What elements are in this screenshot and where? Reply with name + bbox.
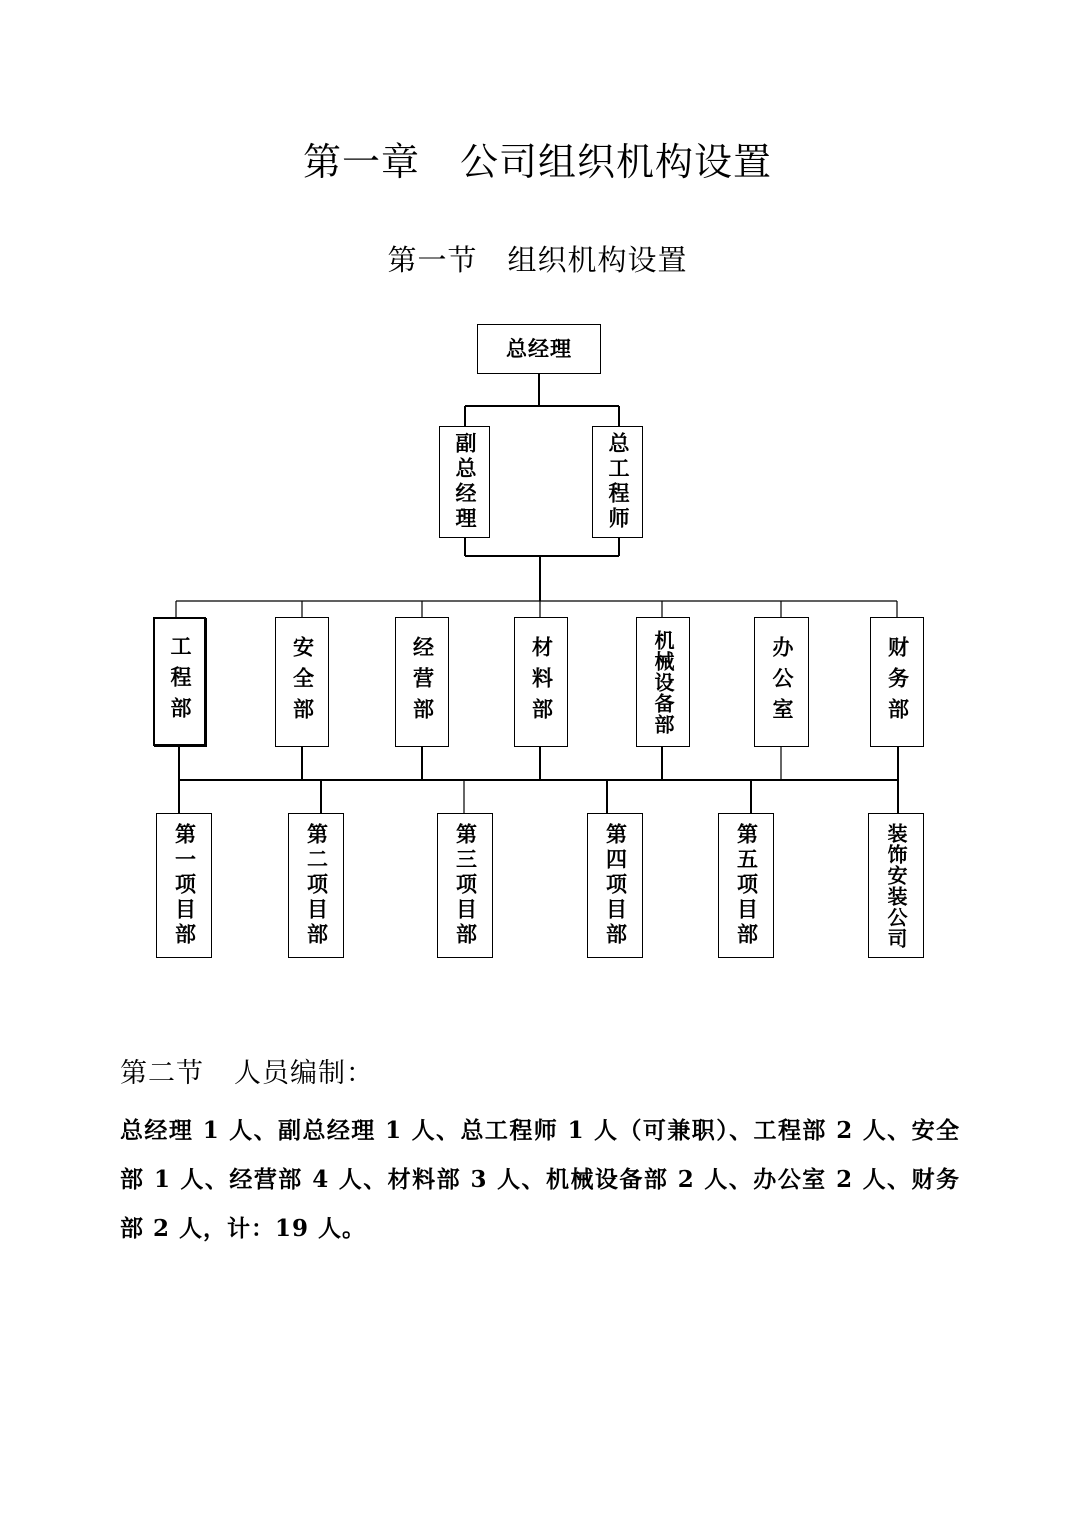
org-node-general-manager [477,324,601,374]
section2-name: 人员编制： [234,1058,374,1089]
org-node-general-manager-label: 总经理 [506,336,572,361]
org-node-project-5 [718,813,774,958]
org-node-project-4-label: 第四项目部 [603,823,628,948]
org-node-project-2 [288,813,344,958]
org-node-dept-finance [870,617,924,747]
org-node-project-1 [156,813,212,958]
org-node-deputy-gm-label: 副总经理 [453,432,477,532]
org-node-chief-engineer-label: 总工程师 [606,432,630,532]
org-node-project-3-label: 第三项目部 [453,823,478,948]
org-node-decoration-company [868,813,924,958]
org-node-project-4 [587,813,643,958]
chapter-name: 公司组织机构设置 [460,140,773,184]
org-node-dept-office-label: 办公室 [770,635,794,729]
org-node-dept-finance-label: 财务部 [885,635,910,729]
staffing-paragraph: 总经理 1 人、副总经理 1 人、总工程师 1 人（可兼职）、工程部 2 人、安全部 1 人、经营部 4 人、材料部 3 人、机械设备部 2 人、办公室 2 人、财务部 2 人，计：19 人。 [120,1117,960,1242]
org-node-project-2-label: 第二项目部 [304,823,329,948]
org-node-dept-machinery-label: 机械设备部 [651,629,675,735]
org-node-dept-office [754,617,809,747]
org-node-dept-business-label: 经营部 [410,635,435,729]
org-node-chief-engineer [592,426,643,538]
org-node-decoration-company-label: 装饰安装公司 [884,822,908,949]
org-node-dept-business [395,617,449,747]
org-node-dept-engineering [153,617,206,746]
org-node-project-1-label: 第一项目部 [172,823,197,948]
org-node-project-3 [437,813,493,958]
section2-number: 第二节 [120,1058,204,1089]
org-node-dept-materials-label: 材料部 [529,635,554,729]
org-node-dept-safety [275,617,329,747]
chapter-number: 第一章 [302,140,420,184]
org-node-deputy-gm [439,426,490,538]
org-node-dept-engineering-label: 工程部 [168,635,192,728]
section1-name: 组织机构设置 [507,243,688,277]
org-node-project-5-label: 第五项目部 [734,823,759,948]
org-node-dept-safety-label: 安全部 [290,635,315,729]
org-node-dept-machinery [636,617,690,747]
section1-number: 第一节 [387,243,478,277]
section-title-staffing [120,1054,374,1094]
org-node-dept-materials [514,617,568,747]
